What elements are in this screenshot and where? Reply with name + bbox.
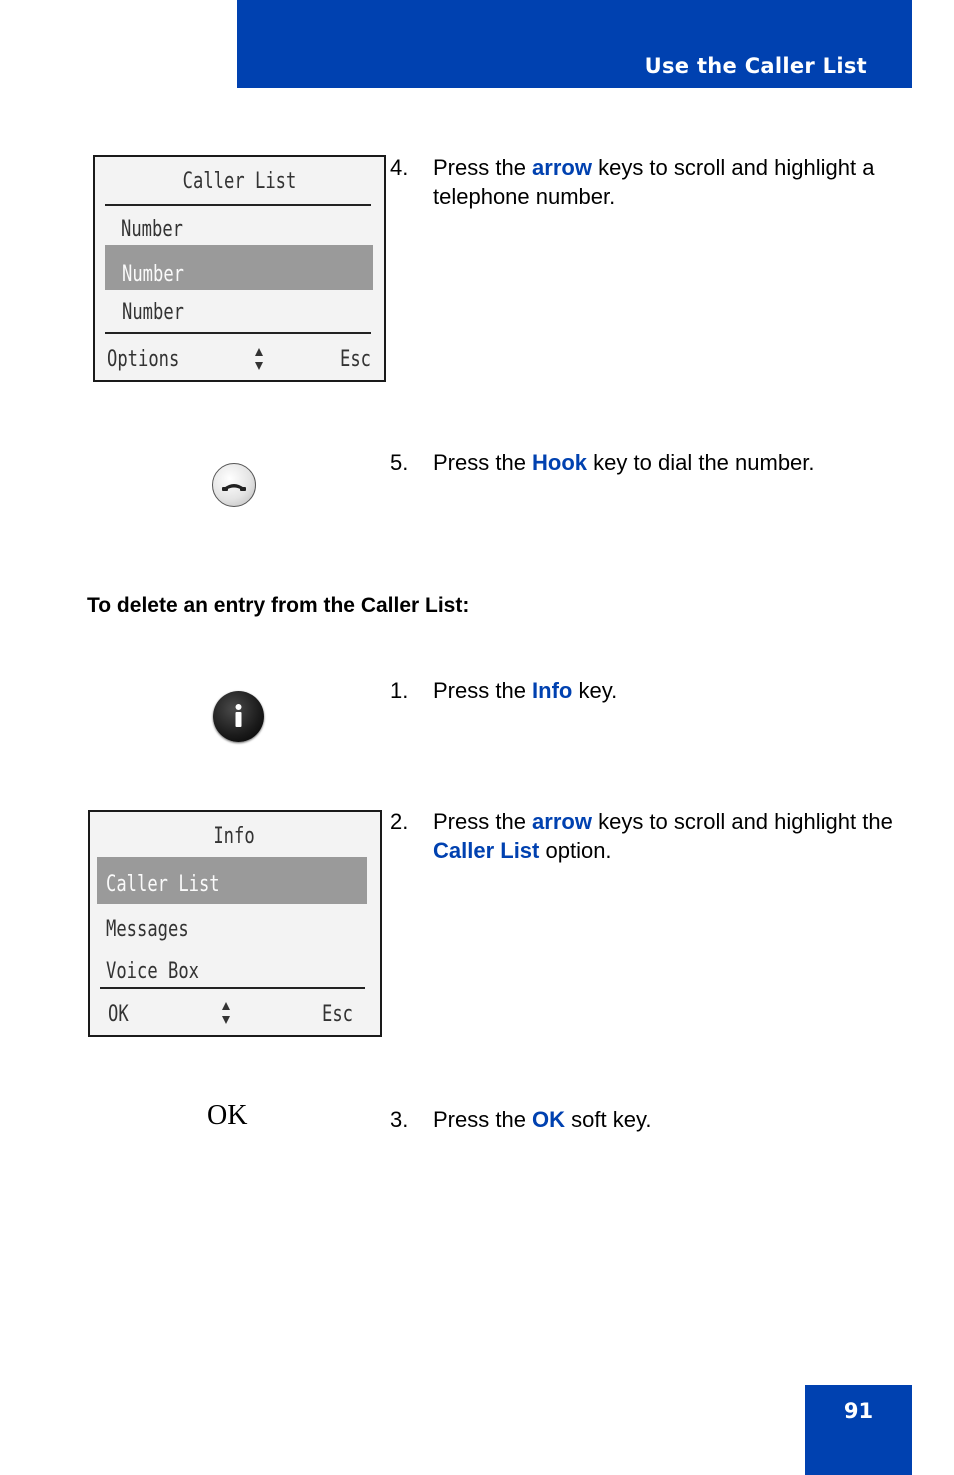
- screen-title: Caller List: [182, 169, 297, 194]
- up-down-arrows-icon: [254, 347, 264, 371]
- text-run: keys to scroll and highlight the: [591, 809, 893, 834]
- header-bar: [237, 0, 912, 88]
- step-number: 3.: [390, 1107, 409, 1132]
- text-run: option.: [539, 838, 612, 863]
- step-number: 5.: [390, 450, 409, 475]
- ok-soft-key[interactable]: OK: [207, 1100, 248, 1131]
- esc-softkey[interactable]: Esc: [340, 347, 372, 372]
- text-run: key to dial the number.: [587, 450, 815, 475]
- keyword-caller-list: Caller List: [433, 838, 540, 863]
- step-text: [433, 448, 893, 477]
- ok-softkey[interactable]: OK: [108, 1002, 129, 1027]
- step-text: [433, 676, 893, 705]
- step-text: [433, 807, 893, 865]
- section-heading: To delete an entry from the Caller List:: [87, 594, 470, 617]
- keyword-info: Info: [532, 678, 573, 703]
- text-run: Press the: [433, 678, 533, 703]
- esc-softkey[interactable]: Esc: [322, 1002, 354, 1027]
- text-run: key.: [572, 678, 618, 703]
- list-item[interactable]: Messages: [106, 917, 189, 942]
- info-key[interactable]: [213, 691, 264, 742]
- title-divider: [105, 204, 371, 206]
- keyword-ok: OK: [532, 1107, 566, 1132]
- step-number: 4.: [390, 155, 409, 180]
- info-screen: [88, 810, 382, 1037]
- text-run: Press the: [433, 450, 533, 475]
- text-run: Press the: [433, 809, 533, 834]
- caller-list-screen: [93, 155, 386, 382]
- keyword-arrow: arrow: [532, 155, 592, 180]
- step-number: 2.: [390, 809, 409, 834]
- hook-key[interactable]: [212, 463, 256, 507]
- list-item-selected[interactable]: Number: [122, 262, 184, 287]
- step-text: [433, 153, 893, 211]
- softkey-divider: [100, 987, 365, 989]
- list-item-selected[interactable]: Caller List: [106, 872, 220, 897]
- keyword-hook: Hook: [532, 450, 588, 475]
- text-run: soft key.: [565, 1107, 652, 1132]
- step-text: [433, 1105, 893, 1134]
- list-item[interactable]: Number: [121, 217, 183, 242]
- screen-title: Info: [213, 824, 255, 849]
- up-down-arrows-icon: [221, 1001, 231, 1025]
- text-run: keys to scroll and highlight a telephone number.: [433, 155, 875, 209]
- text-run: Press the: [433, 1107, 533, 1132]
- page-number: 91: [843, 1399, 874, 1423]
- handset-icon: [212, 463, 256, 507]
- options-softkey[interactable]: Options: [107, 347, 180, 372]
- header-title: Use the Caller List: [644, 54, 867, 78]
- keyword-arrow: arrow: [532, 809, 592, 834]
- list-item[interactable]: Voice Box: [106, 959, 199, 984]
- softkey-divider: [105, 332, 371, 334]
- step-number: 1.: [390, 678, 409, 703]
- text-run: Press the: [433, 155, 533, 180]
- page-number-box: [805, 1385, 912, 1475]
- list-item[interactable]: Number: [122, 300, 184, 325]
- info-icon: [213, 691, 264, 742]
